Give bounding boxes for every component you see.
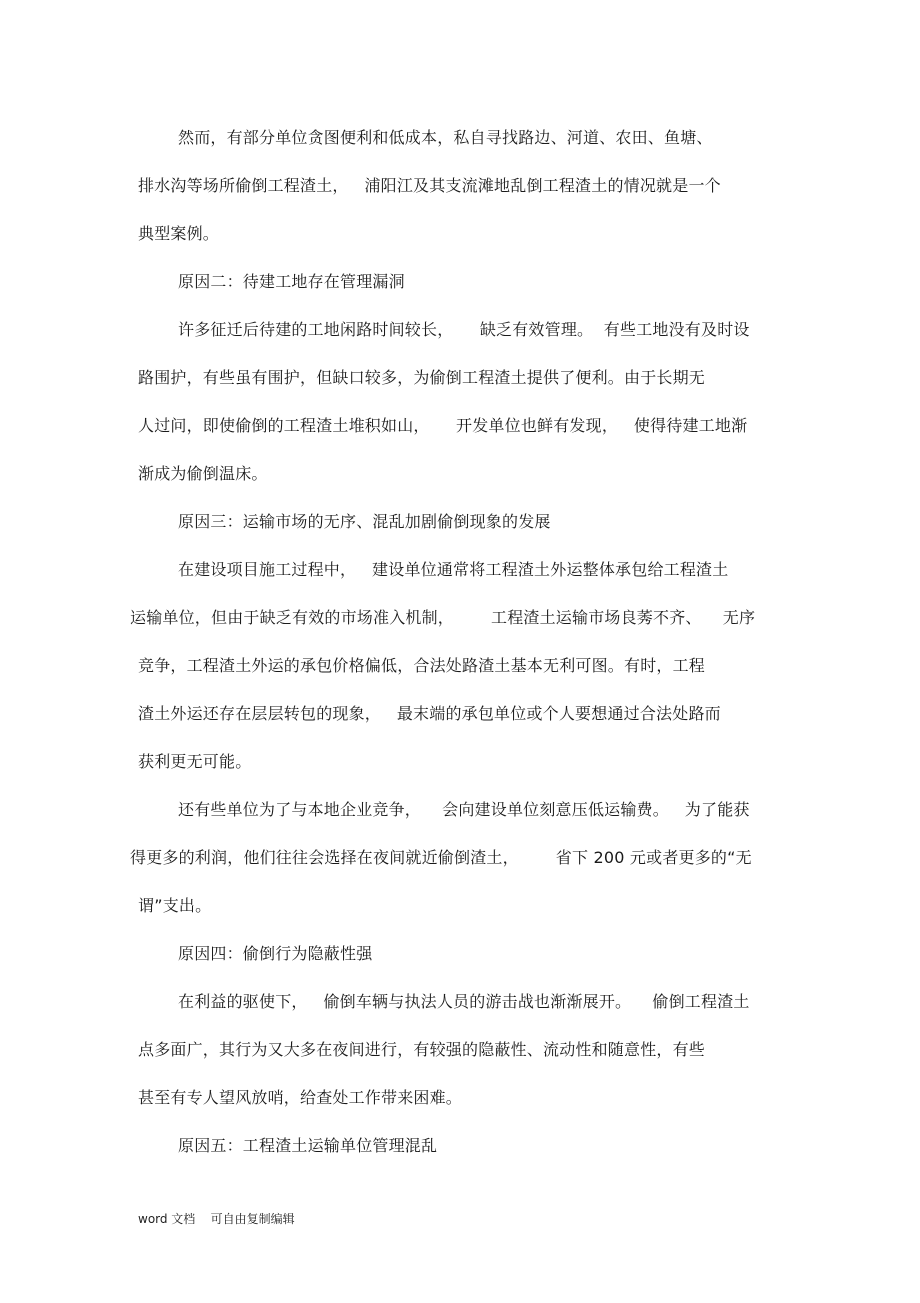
text-line: 人过问，即使偷倒的工程渣土堆积如山， 开发单位也鲜有发现， 使得待建工地渐 [138, 416, 748, 435]
text-line: 然而，有部分单位贪图便利和低成本，私自寻找路边、河道、农田、鱼塘、 [178, 128, 713, 147]
text-line: 得更多的利润，他们往往会选择在夜间就近偷倒渣土， 省下 200 元或者更多的“无 [130, 848, 752, 867]
section-heading: 原因三：运输市场的无序、混乱加剧偷倒现象的发展 [178, 512, 551, 531]
text-line: 点多面广，其行为又大多在夜间进行，有较强的隐蔽性、流动性和随意性，有些 [138, 1040, 706, 1059]
page-footer: word 文档 可自由复制编辑 [138, 1212, 295, 1226]
text-line: 渣土外运还存在层层转包的现象， 最末端的承包单位或个人要想通过合法处路而 [138, 704, 721, 723]
text-line: 典型案例。 [138, 224, 220, 243]
text-line: 还有些单位为了与本地企业竞争， 会向建设单位刻意压低运输费。 为了能获 [178, 800, 750, 819]
text-line: 许多征迁后待建的工地闲路时间较长， 缺乏有效管理。 有些工地没有及时设 [178, 320, 750, 339]
text-line: 运输单位，但由于缺乏有效的市场准入机制， 工程渣土运输市场良莠不齐、 无序 [130, 608, 756, 627]
text-line: 获利更无可能。 [138, 752, 252, 771]
text-line: 甚至有专人望风放哨，给查处工作带来困难。 [138, 1088, 463, 1107]
text-line: 渐成为偷倒温床。 [138, 464, 268, 483]
text-line: 竞争，工程渣土外运的承包价格偏低，合法处路渣土基本无利可图。有时，工程 [138, 656, 706, 675]
text-line: 谓”支出。 [138, 896, 212, 915]
text-line: 在利益的驱使下， 偷倒车辆与执法人员的游击战也渐渐展开。 偷倒工程渣土 [178, 992, 750, 1011]
text-line: 在建设项目施工过程中， 建设单位通常将工程渣土外运整体承包给工程渣土 [178, 560, 729, 579]
section-heading: 原因四：偷倒行为隐蔽性强 [178, 944, 373, 963]
text-line: 路围护，有些虽有围护，但缺口较多，为偷倒工程渣土提供了便利。由于长期无 [138, 368, 706, 387]
section-heading: 原因二：待建工地存在管理漏洞 [178, 272, 405, 291]
section-heading: 原因五：工程渣土运输单位管理混乱 [178, 1136, 438, 1155]
text-line: 排水沟等场所偷倒工程渣土， 浦阳江及其支流滩地乱倒工程渣土的情况就是一个 [138, 176, 721, 195]
